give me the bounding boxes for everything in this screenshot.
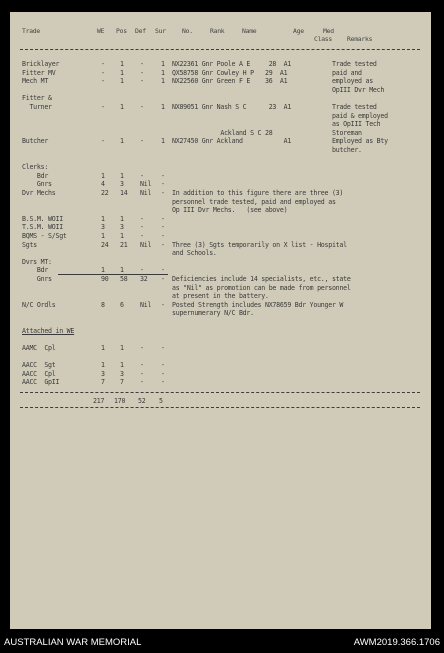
header-remarks: Remarks: [347, 35, 373, 43]
total-def: 52: [138, 396, 146, 405]
row-def: -: [140, 361, 144, 369]
row-def: -: [140, 369, 144, 378]
row-we: 4: [101, 180, 105, 189]
row-pos: 1: [120, 214, 124, 223]
row-entry: NX89051 Gnr Nash S C 23 A1: [172, 103, 292, 111]
header-rank: Rank: [210, 27, 225, 35]
header-def: Def: [135, 27, 146, 35]
row-remarks: Trade tested: [332, 103, 377, 111]
row-entry: NX27450 Gnr Ackland A1: [172, 137, 292, 146]
row-we: 8: [101, 300, 105, 309]
row-note: personnel trade tested, paid and employed as: [172, 197, 336, 206]
row-pos: 1: [120, 361, 124, 369]
row-pos: 6: [120, 300, 124, 309]
row-we: 1: [101, 361, 105, 369]
row-note: and Schools.: [172, 249, 217, 258]
row-pos: 1: [120, 60, 124, 68]
row-remarks: paid & employed: [332, 111, 388, 120]
header-class: Class: [314, 35, 332, 43]
row-pos: 58: [120, 275, 128, 283]
row-remarks: butcher.: [332, 146, 362, 154]
row-trade: AACC GpII: [22, 378, 60, 387]
row-entry: QX58758 Gnr Cowley H P 29 A1: [172, 68, 288, 77]
row-note: In addition to this figure there are three (3): [172, 189, 344, 197]
row-def: -: [140, 77, 144, 86]
row-sur: 1: [161, 68, 165, 77]
total-sur: 5: [159, 396, 163, 405]
row-trade: N/C Ordls: [22, 300, 56, 309]
header-age: Age: [293, 27, 304, 35]
header-we: WE: [97, 27, 105, 35]
row-trade: BQMS - S/Sgt: [22, 232, 67, 240]
totals-rule-top: [20, 392, 420, 393]
row-def: -: [140, 343, 144, 352]
row-pos: 1: [120, 343, 124, 352]
row-remarks: OpIII Dvr Mech: [332, 85, 385, 94]
row-sur: -: [161, 232, 165, 240]
row-we: 1: [101, 214, 105, 223]
row-def: -: [140, 60, 144, 68]
row-def: Nil: [140, 189, 152, 197]
total-pos: 170: [114, 396, 126, 405]
row-remarks: Trade tested: [332, 60, 377, 68]
row-trade: AAMC Cpl: [22, 343, 56, 352]
row-sur: 1: [161, 103, 165, 111]
row-sur: -: [161, 171, 165, 180]
row-pos: 3: [120, 223, 124, 232]
row-def: -: [140, 103, 144, 111]
row-def: -: [140, 266, 144, 275]
row-we: -: [101, 137, 105, 146]
row-pos: 7: [120, 378, 124, 387]
row-note: Deficiencies include 14 specialists, etc., state: [172, 275, 351, 283]
row-trade: Fitter &: [22, 94, 52, 103]
row-we: 3: [101, 223, 105, 232]
row-we: 1: [101, 343, 105, 352]
row-we: -: [101, 77, 105, 86]
struck-line: [58, 274, 168, 275]
header-number: No.: [182, 27, 193, 35]
row-we: -: [101, 68, 105, 77]
row-def: -: [140, 68, 144, 77]
row-pos: 1: [120, 103, 124, 111]
row-sur: -: [161, 343, 165, 352]
row-sur: -: [161, 240, 165, 249]
row-def: Nil: [140, 240, 152, 249]
row-we: 1: [101, 171, 105, 180]
row-def: 32: [140, 275, 148, 283]
row-trade: Gnrs: [22, 275, 52, 283]
row-pos: 1: [120, 77, 124, 86]
row-trade: Fitter MV: [22, 68, 56, 77]
row-trade: Dvr Mechs: [22, 189, 56, 197]
row-def: Nil: [140, 300, 152, 309]
archive-reference: AWM2019.366.1706: [353, 637, 440, 648]
row-sur: 1: [161, 77, 165, 86]
row-we: 1: [101, 266, 105, 275]
row-def: -: [140, 223, 144, 232]
row-trade: Butcher: [22, 137, 49, 146]
row-trade: Bricklayer: [22, 60, 60, 68]
row-we: 90: [101, 275, 109, 283]
row-trade: AACC Sgt: [22, 361, 56, 369]
row-we: 7: [101, 378, 105, 387]
row-pos: 1: [120, 232, 124, 240]
row-trade: AACC Cpl: [22, 369, 56, 378]
row-sur: -: [161, 180, 165, 189]
row-pos: 1: [120, 68, 124, 77]
header-name: Name: [242, 27, 257, 35]
row-trade: Turner: [22, 103, 52, 111]
row-trade: Dvrs MT:: [22, 257, 52, 266]
row-sur: -: [161, 361, 165, 369]
header-rule: [20, 49, 420, 50]
row-trade: Gnrs: [22, 180, 52, 189]
row-pos: 14: [120, 189, 128, 197]
row-trade: B.S.M. WOII: [22, 214, 63, 223]
document-page: [10, 12, 431, 629]
row-def: -: [140, 378, 144, 387]
row-remarks: paid and: [332, 68, 362, 77]
row-pos: 1: [120, 266, 124, 275]
row-entry: Ackland S C 28: [172, 128, 273, 137]
row-sur: -: [161, 275, 165, 283]
row-note: Three (3) Sgts temporarily on X list - Hospital: [172, 240, 347, 249]
row-note: Op III Dvr Mechs. (see above): [172, 206, 288, 215]
row-trade: Attached in WE: [22, 326, 75, 335]
row-note: as "Nil" as promotion can be made from personnel: [172, 283, 351, 292]
row-we: -: [101, 60, 105, 68]
row-trade: Bdr: [22, 171, 49, 180]
row-trade: Bdr: [22, 266, 49, 275]
row-sur: 1: [161, 60, 165, 68]
archive-credit: AUSTRALIAN WAR MEMORIAL: [4, 637, 142, 648]
row-def: -: [140, 214, 144, 223]
row-sur: -: [161, 300, 165, 309]
row-trade: Mech MT: [22, 77, 49, 86]
row-sur: -: [161, 378, 165, 387]
row-we: -: [101, 103, 105, 111]
row-pos: 3: [120, 180, 124, 189]
row-pos: 21: [120, 240, 128, 249]
row-def: -: [140, 171, 144, 180]
row-sur: -: [161, 189, 165, 197]
row-def: -: [140, 232, 144, 240]
row-remarks: Storeman: [332, 128, 362, 137]
row-def: -: [140, 137, 144, 146]
row-sur: -: [161, 223, 165, 232]
header-trade: Trade: [22, 27, 40, 35]
row-remarks: Employed as Bty: [332, 137, 388, 146]
row-entry: NX22560 Gnr Green F E 36 A1: [172, 77, 288, 86]
header-pos: Pos: [116, 27, 127, 35]
row-note: supernumerary N/C Bdr.: [172, 309, 254, 318]
row-entry: NX22361 Gnr Poole A E 28 A1: [172, 60, 292, 68]
row-sur: -: [161, 266, 165, 275]
row-trade: Sgts: [22, 240, 37, 249]
totals-rule-bottom: [20, 407, 420, 408]
row-we: 24: [101, 240, 109, 249]
row-sur: 1: [161, 137, 165, 146]
row-we: 1: [101, 232, 105, 240]
header-med: Med: [323, 27, 334, 35]
row-note: at present in the battery.: [172, 292, 269, 301]
row-trade: T.S.M. WOII: [22, 223, 63, 232]
row-note: Posted Strength includes NX78659 Bdr Younger W: [172, 300, 344, 309]
row-sur: -: [161, 214, 165, 223]
row-trade: Clerks:: [22, 163, 49, 172]
row-pos: 1: [120, 171, 124, 180]
row-pos: 1: [120, 137, 124, 146]
row-pos: 3: [120, 369, 124, 378]
row-sur: -: [161, 369, 165, 378]
row-remarks: employed as: [332, 77, 373, 86]
row-we: 22: [101, 189, 109, 197]
row-we: 3: [101, 369, 105, 378]
row-def: Nil: [140, 180, 152, 189]
header-sur: Sur: [155, 27, 166, 35]
row-remarks: as OpIII Tech: [332, 120, 381, 129]
total-we: 217: [93, 396, 105, 405]
